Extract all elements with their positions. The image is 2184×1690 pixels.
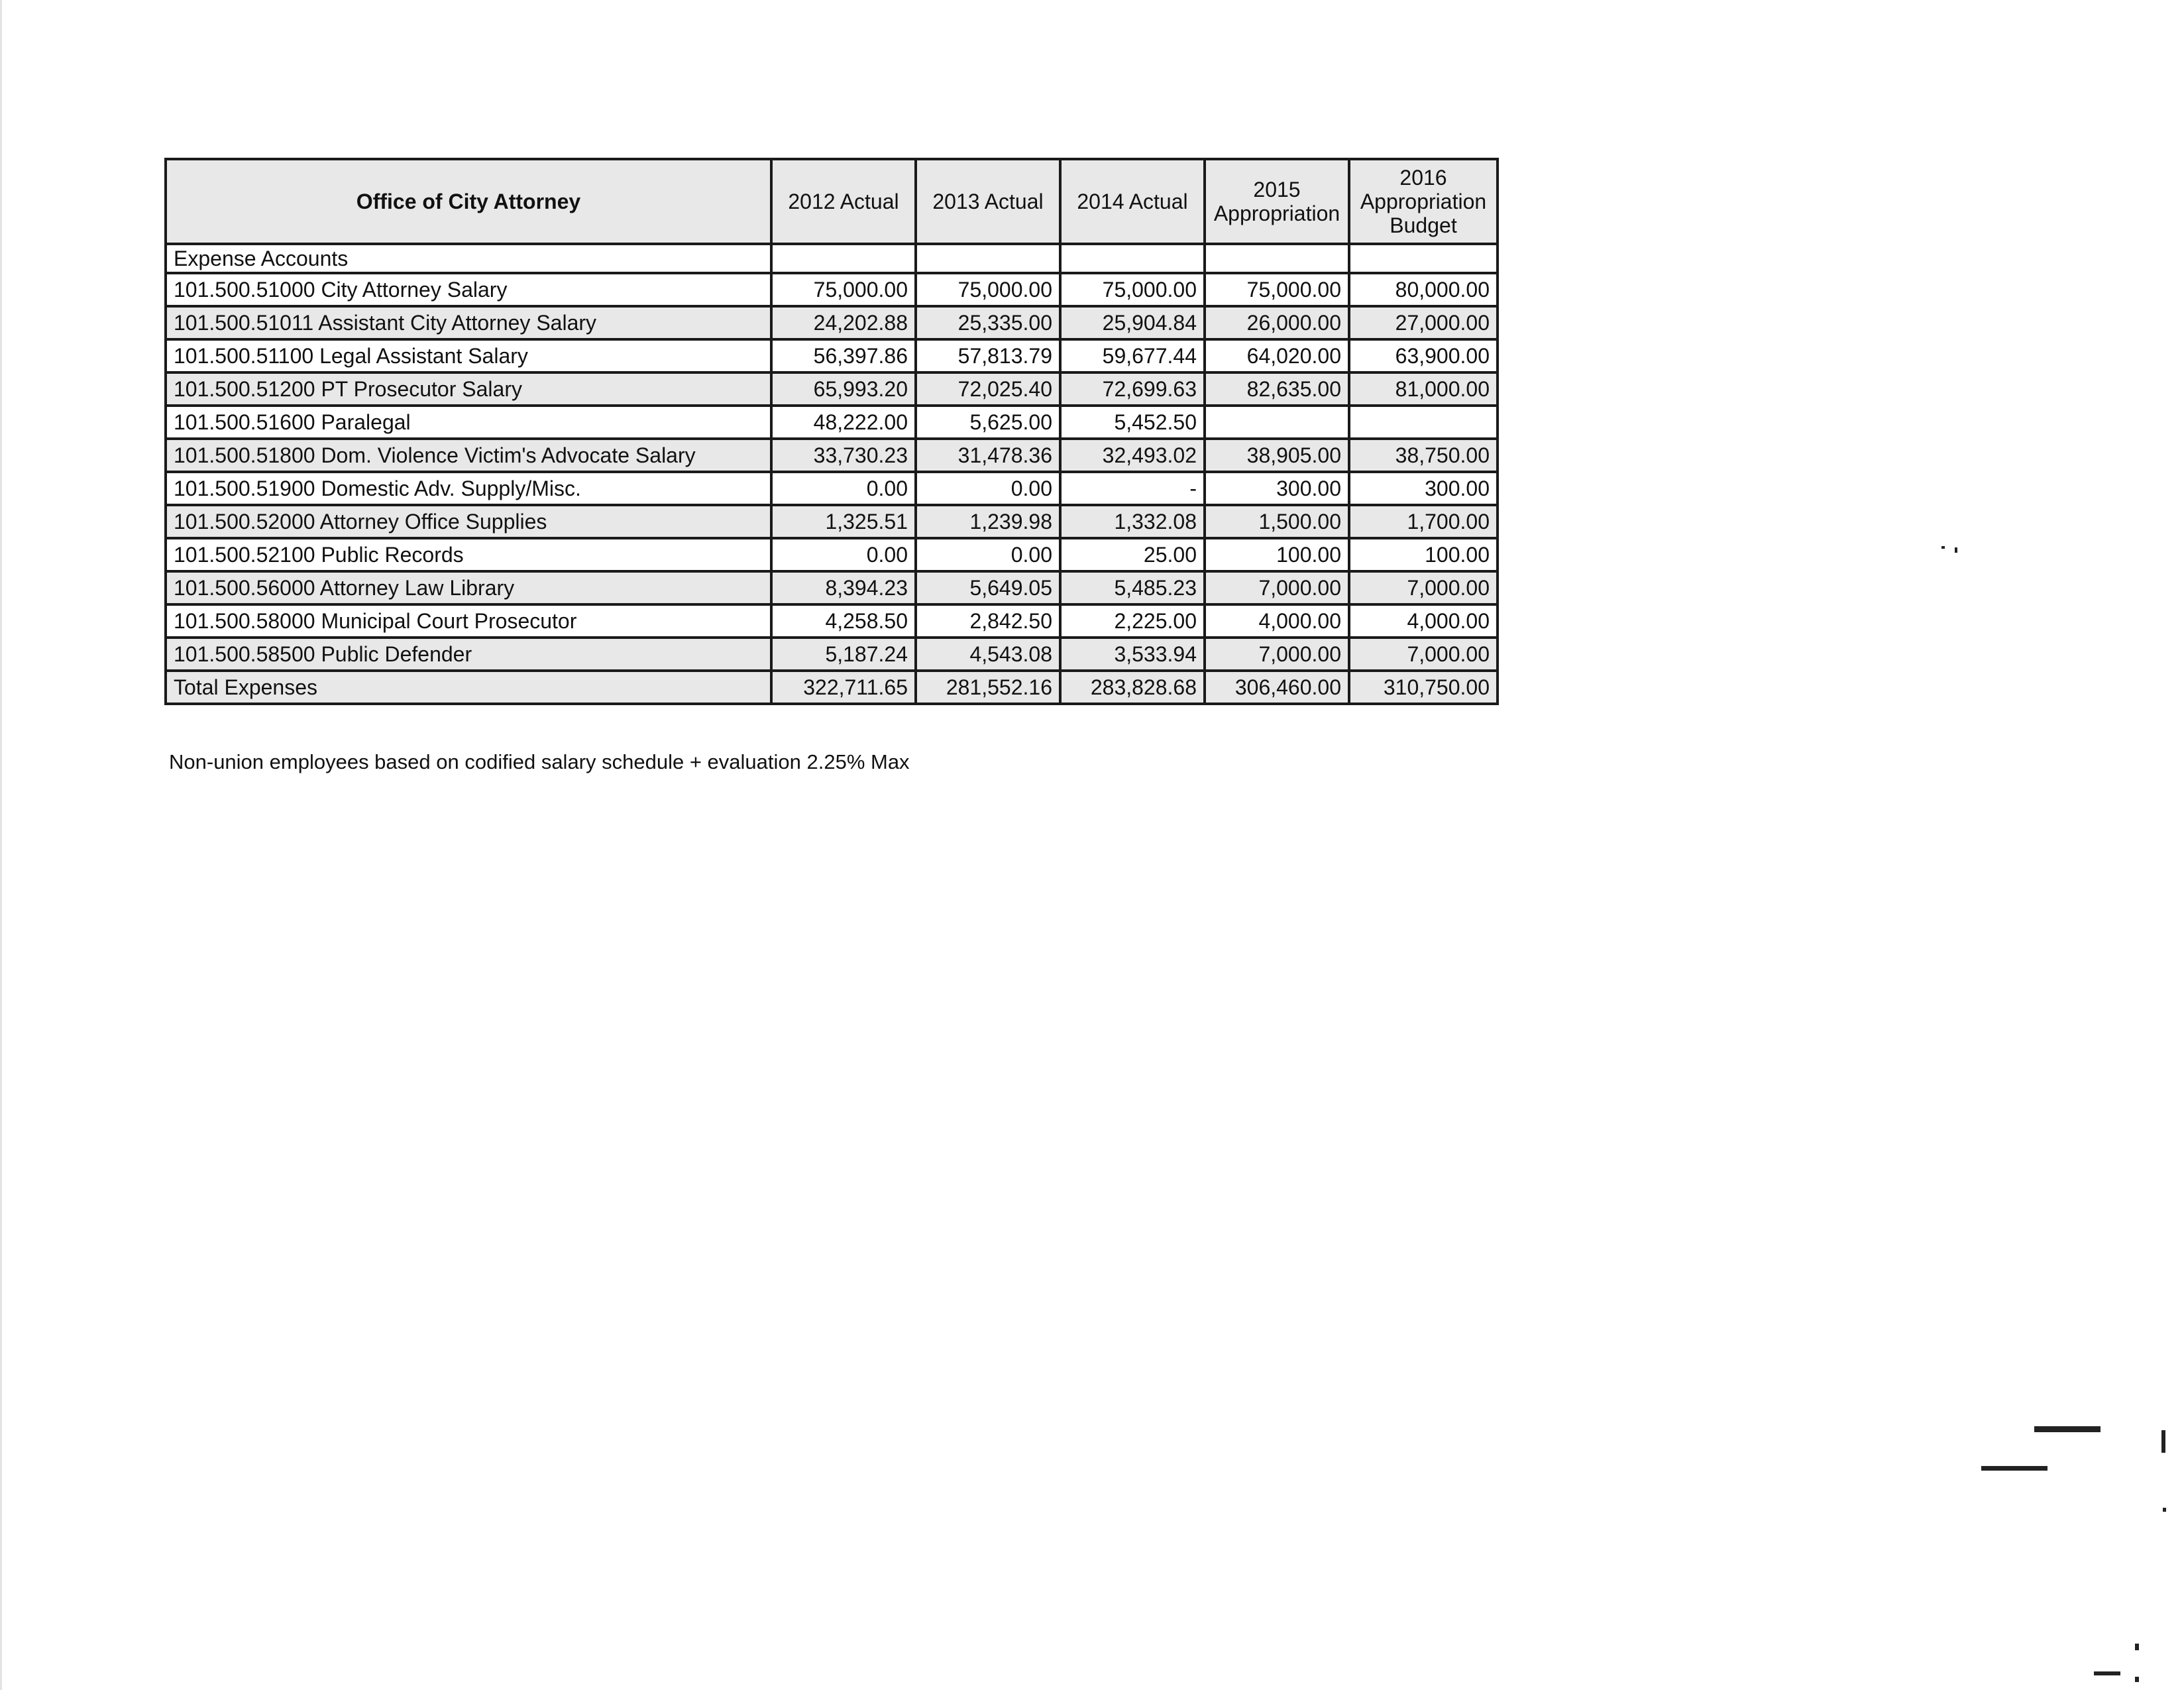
amount-cell: 24,202.88: [771, 306, 916, 339]
account-label: 101.500.52100 Public Records: [166, 538, 771, 571]
total-row: [166, 671, 1498, 704]
table-cell: [1060, 244, 1205, 273]
amount-cell: 5,452.50: [1060, 406, 1205, 439]
amount-cell: 1,325.51: [771, 505, 916, 538]
amount-cell: 75,000.00: [1060, 273, 1205, 306]
table-title: Office of City Attorney: [166, 159, 771, 244]
total-amount-cell: 281,552.16: [916, 671, 1060, 704]
amount-cell: 80,000.00: [1349, 273, 1498, 306]
amount-cell: 2,225.00: [1060, 604, 1205, 638]
amount-cell: 3,533.94: [1060, 638, 1205, 671]
amount-cell: 100.00: [1349, 538, 1498, 571]
amount-cell: 100.00: [1205, 538, 1349, 571]
account-label: 101.500.51100 Legal Assistant Salary: [166, 339, 771, 372]
amount-cell: 59,677.44: [1060, 339, 1205, 372]
section-label: Expense Accounts: [166, 244, 771, 273]
amount-cell: 5,485.23: [1060, 571, 1205, 604]
amount-cell: 4,258.50: [771, 604, 916, 638]
table-row: [166, 306, 1498, 339]
amount-cell: 33,730.23: [771, 439, 916, 472]
amount-cell: 72,025.40: [916, 372, 1060, 406]
amount-cell: 300.00: [1205, 472, 1349, 505]
footnote: Non-union employees based on codified salary schedule + evaluation 2.25% Max: [169, 750, 910, 773]
column-header: 2016 Appropriation Budget: [1349, 159, 1498, 244]
amount-cell: 0.00: [916, 472, 1060, 505]
amount-cell: 8,394.23: [771, 571, 916, 604]
table-row: [166, 273, 1498, 306]
total-amount-cell: 322,711.65: [771, 671, 916, 704]
account-label: 101.500.51200 PT Prosecutor Salary: [166, 372, 771, 406]
amount-cell: 4,000.00: [1349, 604, 1498, 638]
scan-speck: [2094, 1671, 2120, 1675]
account-label: 101.500.51011 Assistant City Attorney Salary: [166, 306, 771, 339]
table-row: [166, 372, 1498, 406]
amount-cell: 32,493.02: [1060, 439, 1205, 472]
amount-cell: 1,332.08: [1060, 505, 1205, 538]
amount-cell: 75,000.00: [1205, 273, 1349, 306]
scan-speck: [2161, 1430, 2165, 1453]
amount-cell: 1,500.00: [1205, 505, 1349, 538]
table-row: [166, 538, 1498, 571]
amount-cell: 7,000.00: [1205, 638, 1349, 671]
amount-cell: 64,020.00: [1205, 339, 1349, 372]
table-row: [166, 604, 1498, 638]
table-row: [166, 439, 1498, 472]
amount-cell: 38,905.00: [1205, 439, 1349, 472]
scan-speck: [2163, 1508, 2166, 1512]
account-label: 101.500.51900 Domestic Adv. Supply/Misc.: [166, 472, 771, 505]
amount-cell: 0.00: [771, 472, 916, 505]
amount-cell: 26,000.00: [1205, 306, 1349, 339]
page-edge: [0, 0, 2, 1690]
amount-cell: 1,700.00: [1349, 505, 1498, 538]
table-row: [166, 472, 1498, 505]
account-label: 101.500.58000 Municipal Court Prosecutor: [166, 604, 771, 638]
scan-speck: [2135, 1677, 2139, 1682]
account-label: 101.500.52000 Attorney Office Supplies: [166, 505, 771, 538]
amount-cell: [1205, 406, 1349, 439]
amount-cell: 65,993.20: [771, 372, 916, 406]
amount-cell: -: [1060, 472, 1205, 505]
amount-cell: 5,625.00: [916, 406, 1060, 439]
table-row: [166, 406, 1498, 439]
amount-cell: 56,397.86: [771, 339, 916, 372]
amount-cell: 48,222.00: [771, 406, 916, 439]
account-label: 101.500.58500 Public Defender: [166, 638, 771, 671]
table-row: [166, 339, 1498, 372]
amount-cell: 75,000.00: [771, 273, 916, 306]
amount-cell: 4,000.00: [1205, 604, 1349, 638]
amount-cell: 5,649.05: [916, 571, 1060, 604]
account-label: 101.500.51800 Dom. Violence Victim's Advocate Salary: [166, 439, 771, 472]
amount-cell: 57,813.79: [916, 339, 1060, 372]
scan-speck: [1955, 547, 1957, 553]
table-cell: [1349, 244, 1498, 273]
amount-cell: [1349, 406, 1498, 439]
amount-cell: 4,543.08: [916, 638, 1060, 671]
account-label: 101.500.51600 Paralegal: [166, 406, 771, 439]
amount-cell: 1,239.98: [916, 505, 1060, 538]
table-row: [166, 571, 1498, 604]
amount-cell: 25,904.84: [1060, 306, 1205, 339]
section-row: [166, 244, 1498, 273]
table-cell: [1205, 244, 1349, 273]
amount-cell: 72,699.63: [1060, 372, 1205, 406]
table-cell: [771, 244, 916, 273]
budget-table: [164, 158, 1499, 705]
account-label: 101.500.56000 Attorney Law Library: [166, 571, 771, 604]
amount-cell: 82,635.00: [1205, 372, 1349, 406]
amount-cell: 7,000.00: [1349, 638, 1498, 671]
account-label: 101.500.51000 City Attorney Salary: [166, 273, 771, 306]
amount-cell: 63,900.00: [1349, 339, 1498, 372]
total-amount-cell: 306,460.00: [1205, 671, 1349, 704]
amount-cell: 7,000.00: [1349, 571, 1498, 604]
total-amount-cell: 283,828.68: [1060, 671, 1205, 704]
amount-cell: 31,478.36: [916, 439, 1060, 472]
amount-cell: 0.00: [916, 538, 1060, 571]
column-header: 2013 Actual: [916, 159, 1060, 244]
amount-cell: 5,187.24: [771, 638, 916, 671]
amount-cell: 0.00: [771, 538, 916, 571]
table-body: [166, 244, 1498, 704]
scan-speck: [1981, 1466, 2048, 1471]
amount-cell: 7,000.00: [1205, 571, 1349, 604]
amount-cell: 27,000.00: [1349, 306, 1498, 339]
scan-speck: [1941, 546, 1945, 549]
column-header: 2014 Actual: [1060, 159, 1205, 244]
table-row: [166, 638, 1498, 671]
amount-cell: 38,750.00: [1349, 439, 1498, 472]
total-amount-cell: 310,750.00: [1349, 671, 1498, 704]
table-row: [166, 505, 1498, 538]
amount-cell: 25,335.00: [916, 306, 1060, 339]
amount-cell: 25.00: [1060, 538, 1205, 571]
amount-cell: 2,842.50: [916, 604, 1060, 638]
table-header: [166, 159, 1498, 244]
scan-speck: [2034, 1426, 2101, 1432]
column-header: 2012 Actual: [771, 159, 916, 244]
amount-cell: 81,000.00: [1349, 372, 1498, 406]
amount-cell: 75,000.00: [916, 273, 1060, 306]
table-cell: [916, 244, 1060, 273]
amount-cell: 300.00: [1349, 472, 1498, 505]
total-label: Total Expenses: [166, 671, 771, 704]
scan-speck: [2135, 1644, 2139, 1650]
column-header: 2015 Appropriation: [1205, 159, 1349, 244]
